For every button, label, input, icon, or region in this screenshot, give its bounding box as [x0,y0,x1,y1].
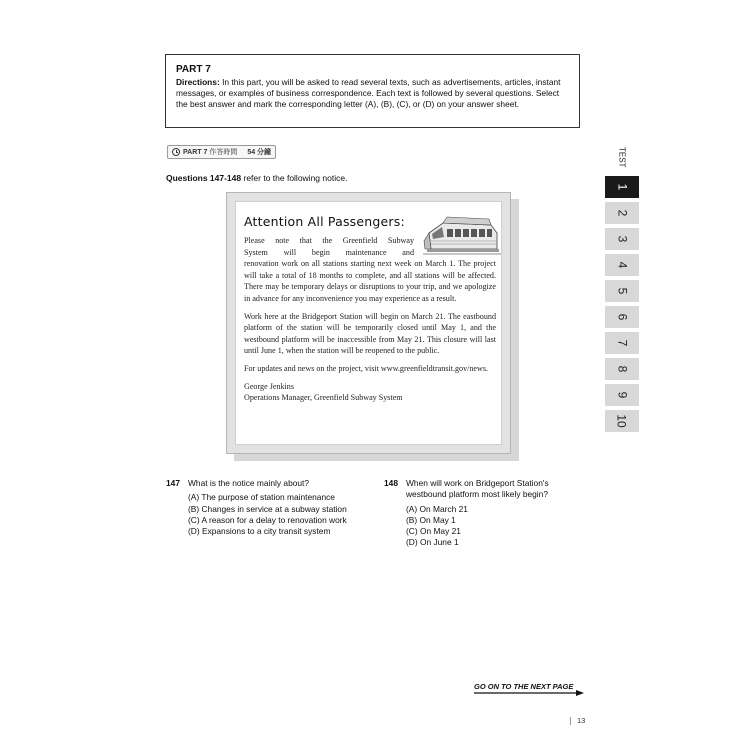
answer-options [188,492,371,537]
test-label: TEST [617,147,627,168]
time-badge [167,145,276,159]
question-text: What is the notice mainly about? [188,478,310,488]
answer-option-b[interactable]: (B) On May 1 [406,514,456,525]
answer-option-a[interactable]: (A) The purpose of station maintenance [188,492,335,503]
directions-label: Directions: [176,77,220,87]
question-148 [384,478,584,549]
question-number: 148 [384,478,398,488]
tab-test-9[interactable]: 9 [605,384,639,408]
tab-test-5[interactable]: 5 [605,280,639,304]
arrow-right-icon [474,689,584,697]
notice [226,192,511,454]
tab-test-2[interactable]: 2 [605,202,639,226]
time-badge-part: PART 7 [183,149,208,156]
clock-icon [172,148,180,156]
notice-p1-line1: Please note that the Greenfield Subway [244,236,414,245]
notice-p1-rest: renovation work on all stations starting next week on March 1. The project will take a total of 18 months to complete, and all stations will be affected. There may be temporary delays or disruptions to your trip, and we apologize in advance for any inconvenience you may experience as a result. [244,259,496,303]
question-147 [166,478,371,537]
notice-paragraph-1 [244,235,496,305]
tab-test-8[interactable]: 8 [605,358,639,382]
tab-test-1[interactable]: 1 [605,176,639,200]
notice-title: Attention All Passengers: [244,214,405,229]
signature-title: Operations Manager, Greenfield Subway System [244,393,403,403]
directions-text [176,77,569,110]
tab-test-7[interactable]: 7 [605,332,639,356]
answer-option-a[interactable]: (A) On March 21 [406,503,468,514]
questions-intro-text: refer to the following notice. [241,173,348,183]
part-title: PART 7 [176,64,211,75]
tab-test-6[interactable]: 6 [605,306,639,330]
question-text: When will work on Bridgeport Station's westbound platform most likely begin? [406,478,549,500]
notice-paragraph-2: Work here at the Bridgeport Station will begin on March 21. The eastbound platform of the station will be temporarily closed until May 1, and the westbound platform will be inaccessible from May 21. This closure will last until June 1, when the station will be reopened to the public. [244,311,496,356]
notice-body [244,235,496,404]
notice-p1-line2: System will begin maintenance and [244,247,414,257]
answer-option-d[interactable]: (D) Expansions to a city transit system [188,526,331,537]
directions-body: In this part, you will be asked to read several texts, such as advertisements, articles, instant messages, or examples of business correspondence. Each text is followed by several questions. Select the best answer and mark the corresponding letter (A), (B), (C), or (D) on your answer sheet. [176,77,561,109]
page-number-value: 13 [577,716,586,725]
notice-paragraph-3: For updates and news on the project, visit www.greenfieldtransit.gov/news. [244,363,489,373]
signature-name: George Jenkins [244,381,294,391]
answer-option-b[interactable]: (B) Changes in service at a subway station [188,503,347,514]
go-on-text: GO ON TO THE NEXT PAGE [474,682,574,691]
time-badge-label: 作答時間 [209,149,238,156]
question-number: 147 [166,478,180,488]
answer-option-d[interactable]: (D) On June 1 [406,537,459,548]
tab-test-3[interactable]: 3 [605,228,639,252]
notice-inner [235,201,502,445]
tab-test-10[interactable]: 10 [605,410,639,434]
answer-option-c[interactable]: (C) A reason for a delay to renovation work [188,514,347,525]
tab-test-4[interactable]: 4 [605,254,639,278]
directions-box [165,54,580,128]
answer-option-c[interactable]: (C) On May 21 [406,526,461,537]
questions-intro [166,173,347,183]
time-badge-value: 54 分鐘 [247,149,272,156]
answer-options [406,504,584,549]
questions-range: Questions 147-148 [166,173,242,183]
page-number [570,716,585,725]
